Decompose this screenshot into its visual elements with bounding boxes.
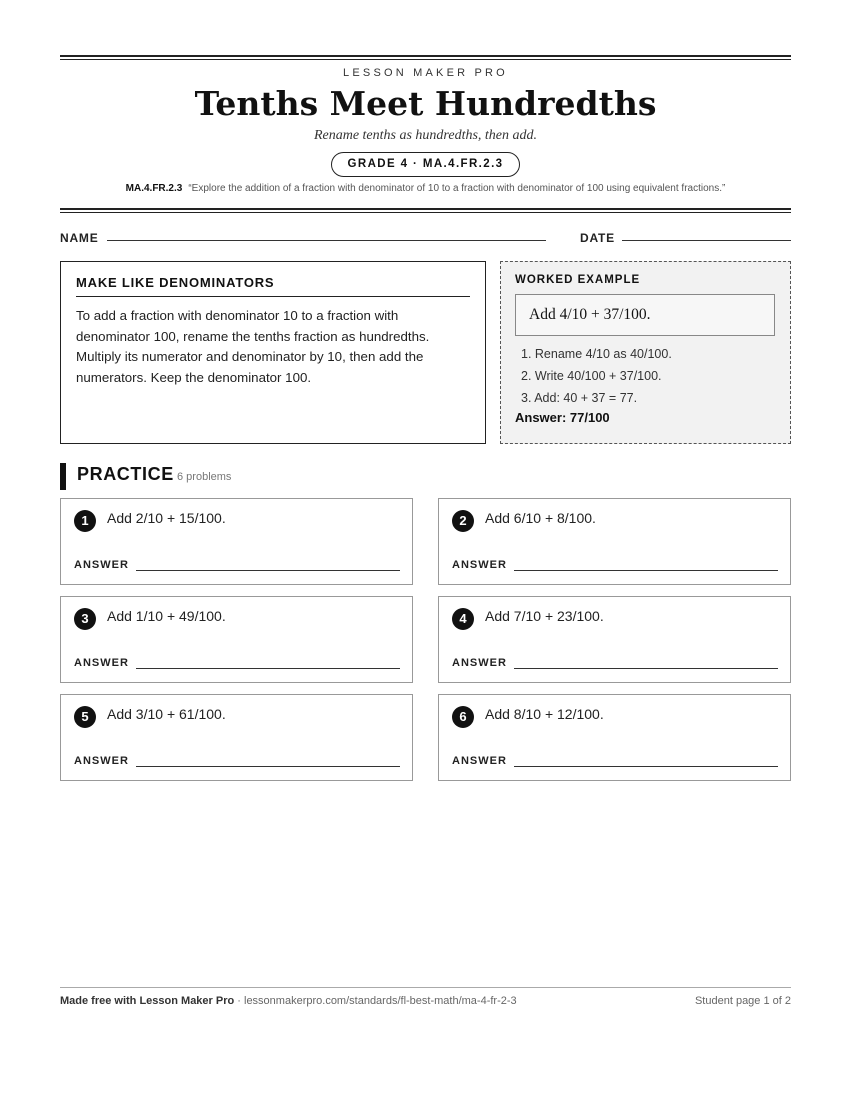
problem-card: [60, 498, 413, 585]
problem-card: [60, 694, 413, 781]
footer-rule: [60, 987, 791, 988]
problem-card: [60, 596, 413, 683]
worked-example-box: [500, 261, 791, 444]
problem-number-badge: 3: [74, 608, 96, 630]
standard-text: “Explore the addition of a fraction with denominator of 10 to a fraction with denominator of 100 using equivalent fractions.”: [188, 183, 726, 194]
problem-number-badge: 2: [452, 510, 474, 532]
answer-field[interactable]: [514, 766, 778, 767]
date-label: DATE: [580, 231, 615, 245]
problem-number-badge: 1: [74, 510, 96, 532]
problem-card: [438, 596, 791, 683]
footer-made-with: Made free with Lesson Maker Pro: [60, 995, 235, 1007]
answer-field[interactable]: [514, 668, 778, 669]
grade-badge: GRADE 4 · MA.4.FR.2.3: [331, 152, 520, 177]
problem-prompt: Add 8/10 + 12/100.: [485, 706, 604, 722]
name-field[interactable]: [107, 240, 546, 241]
concept-box: [60, 261, 486, 444]
answer-field[interactable]: [136, 570, 400, 571]
problem-prompt: Add 1/10 + 49/100.: [107, 608, 226, 624]
header-bottom-double-rule: [60, 208, 791, 213]
name-label: NAME: [60, 231, 99, 245]
concept-title: MAKE LIKE DENOMINATORS: [76, 275, 470, 297]
worked-example-steps: [515, 343, 776, 409]
page-subtitle: Rename tenths as hundredths, then add.: [313, 128, 538, 143]
answer-field[interactable]: [136, 766, 400, 767]
problem-number-badge: 5: [74, 706, 96, 728]
footer-page-number: Student page 1 of 2: [694, 995, 791, 1007]
footer-url[interactable]: lessonmakerpro.com/standards/fl-best-math/ma-4-fr-2-3: [244, 995, 517, 1007]
problem-prompt: Add 3/10 + 61/100.: [107, 706, 226, 722]
worked-example-step: 2. Write 40/100 + 37/100.: [521, 369, 662, 383]
footer-credit: Made free with Lesson Maker Pro · lessonmakerpro.com/standards/fl-best-math/ma-4-fr-2-3: [60, 995, 517, 1007]
concept-body: To add a fraction with denominator 10 to a fraction with denominator 100, rename the tenths fraction as hundredths. Multiply its numerator and denominator by 10, then add the numerators. Keep the denominator 100.: [76, 308, 430, 385]
answer-field[interactable]: [136, 668, 400, 669]
worked-example-title: WORKED EXAMPLE: [515, 274, 641, 286]
worked-example-answer: Answer: 77/100: [515, 410, 610, 425]
worked-example-problem: Add 4/10 + 37/100.: [515, 294, 775, 336]
standard-code: MA.4.FR.2.3: [125, 183, 183, 194]
answer-label: ANSWER: [452, 657, 507, 669]
practice-accent-bar: [60, 463, 66, 490]
brand-name: LESSON MAKER PRO: [343, 67, 508, 79]
answer-label: ANSWER: [452, 559, 507, 571]
problem-prompt: Add 6/10 + 8/100.: [485, 510, 596, 526]
answer-field[interactable]: [514, 570, 778, 571]
worked-example-step: 3. Add: 40 + 37 = 77.: [521, 391, 638, 405]
problem-card: [438, 498, 791, 585]
problem-prompt: Add 2/10 + 15/100.: [107, 510, 226, 526]
problem-prompt: Add 7/10 + 23/100.: [485, 608, 604, 624]
page-title: Tenths Meet Hundredths: [194, 84, 657, 123]
answer-label: ANSWER: [74, 559, 129, 571]
worked-example-step: 1. Rename 4/10 as 40/100.: [521, 347, 672, 361]
answer-label: ANSWER: [452, 755, 507, 767]
problem-number-badge: 4: [452, 608, 474, 630]
date-field[interactable]: [622, 240, 791, 241]
practice-count: 6 problems: [177, 471, 232, 483]
practice-title: PRACTICE: [77, 464, 174, 484]
answer-label: ANSWER: [74, 755, 129, 767]
top-double-rule: [60, 55, 791, 60]
problem-card: [438, 694, 791, 781]
problem-number-badge: 6: [452, 706, 474, 728]
standard-statement: [60, 183, 791, 194]
answer-label: ANSWER: [74, 657, 129, 669]
